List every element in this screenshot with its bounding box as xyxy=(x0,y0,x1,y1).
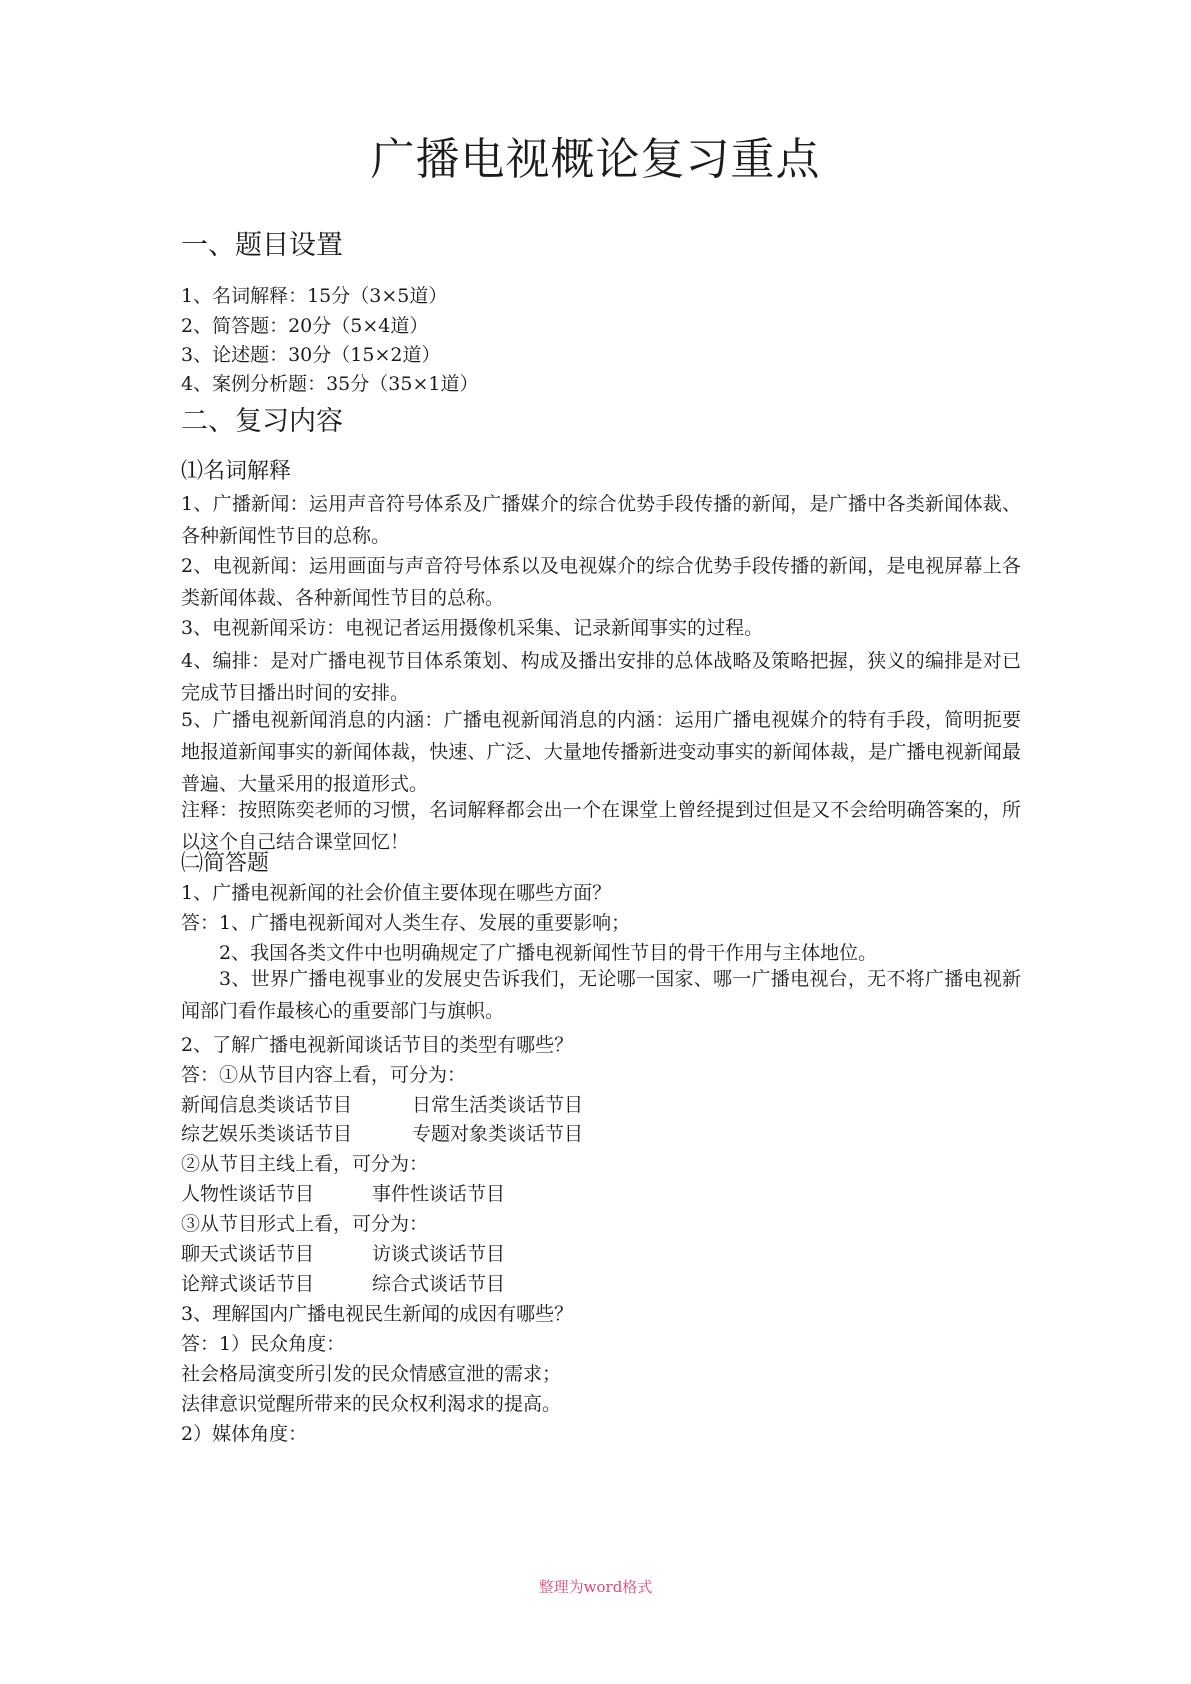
term-definition: 4、编排：是对广播电视节目体系策划、构成及播出安排的总体战略及策略把握，狭义的编排是对已完成节目播出时间的安排。 xyxy=(181,650,1021,704)
question-type-item: 2、简答题：20分（5×4道） xyxy=(181,315,429,337)
answer-line: 2）媒体角度： xyxy=(181,1423,308,1445)
talk-show-type: 事件性谈话节目 xyxy=(372,1183,506,1205)
answer-line: ③从节目形式上看，可分为： xyxy=(181,1213,429,1235)
term-definition: 5、广播电视新闻消息的内涵：广播电视新闻消息的内涵：运用广播电视媒介的特有手段，简明扼要地报道新闻事实的新闻体裁，快速、广泛、大量地传播新进变动事实的新闻体裁，是广播电视新闻最普遍、大量采用的报道形式。 xyxy=(181,709,1021,795)
question-type-item: 4、案例分析题：35分（35×1道） xyxy=(181,373,479,395)
document-title: 广播电视概论复习重点 xyxy=(370,134,821,185)
question: 1、广播电视新闻的社会价值主要体现在哪些方面？ xyxy=(181,882,612,904)
talk-show-type: 综艺娱乐类谈话节目 xyxy=(181,1123,353,1145)
answer-line: 2、我国各类文件中也明确规定了广播电视新闻性节目的骨干作用与主体地位。 xyxy=(219,942,878,964)
subsection-heading-terms: ⑴名词解释 xyxy=(181,459,292,484)
answer-line: 答：1）民众角度： xyxy=(181,1333,346,1355)
term-definition: 1、广播新闻：运用声音符号体系及广播媒介的综合优势手段传播的新闻，是广播中各类新闻体裁、各种新闻性节目的总称。 xyxy=(181,493,1021,547)
section-heading-2: 二、复习内容 xyxy=(181,406,343,437)
question: 2、了解广播电视新闻谈话节目的类型有哪些？ xyxy=(181,1034,574,1056)
talk-show-type: 论辩式谈话节目 xyxy=(181,1273,315,1295)
question: 3、理解国内广播电视民生新闻的成因有哪些？ xyxy=(181,1303,574,1325)
answer-line: 法律意识觉醒所带来的民众权利渴求的提高。 xyxy=(181,1393,562,1415)
term-definition: 2、电视新闻：运用画面与声音符号体系以及电视媒介的综合优势手段传播的新闻，是电视屏幕上各类新闻体裁、各种新闻性节目的总称。 xyxy=(181,555,1021,609)
answer-line: 答：①从节目内容上看，可分为： xyxy=(181,1064,467,1086)
talk-show-type: 日常生活类谈话节目 xyxy=(412,1094,584,1116)
talk-show-type: 综合式谈话节目 xyxy=(372,1273,506,1295)
talk-show-type: 专题对象类谈话节目 xyxy=(412,1123,584,1145)
talk-show-type: 聊天式谈话节目 xyxy=(181,1243,315,1265)
talk-show-type: 新闻信息类谈话节目 xyxy=(181,1094,353,1116)
term-definition: 3、电视新闻采访：电视记者运用摄像机采集、记录新闻事实的过程。 xyxy=(181,617,764,639)
subsection-heading-short-answer: ㈡简答题 xyxy=(181,851,270,876)
question-type-item: 1、名词解释：15分（3×5道） xyxy=(181,285,448,307)
page-footer-watermark: 整理为word格式 xyxy=(538,1578,653,1596)
note-text: 注释：按照陈奕老师的习惯，名词解释都会出一个在课堂上曾经提到过但是又不会给明确答案的，所以这个自己结合课堂回忆！ xyxy=(181,799,1021,853)
answer-line: 3、世界广播电视事业的发展史告诉我们，无论哪一国家、哪一广播电视台，无不将广播电视新闻部门看作最核心的重要部门与旗帜。 xyxy=(181,968,1021,1022)
question-type-item: 3、论述题：30分（15×2道） xyxy=(181,344,441,366)
talk-show-type: 访谈式谈话节目 xyxy=(372,1243,506,1265)
answer-line: 答：1、广播电视新闻对人类生存、发展的重要影响； xyxy=(181,912,631,934)
section-heading-1: 一、题目设置 xyxy=(181,230,343,261)
answer-line: 社会格局演变所引发的民众情感宣泄的需求； xyxy=(181,1363,562,1385)
talk-show-type: 人物性谈话节目 xyxy=(181,1183,315,1205)
answer-line: ②从节目主线上看，可分为： xyxy=(181,1153,429,1175)
